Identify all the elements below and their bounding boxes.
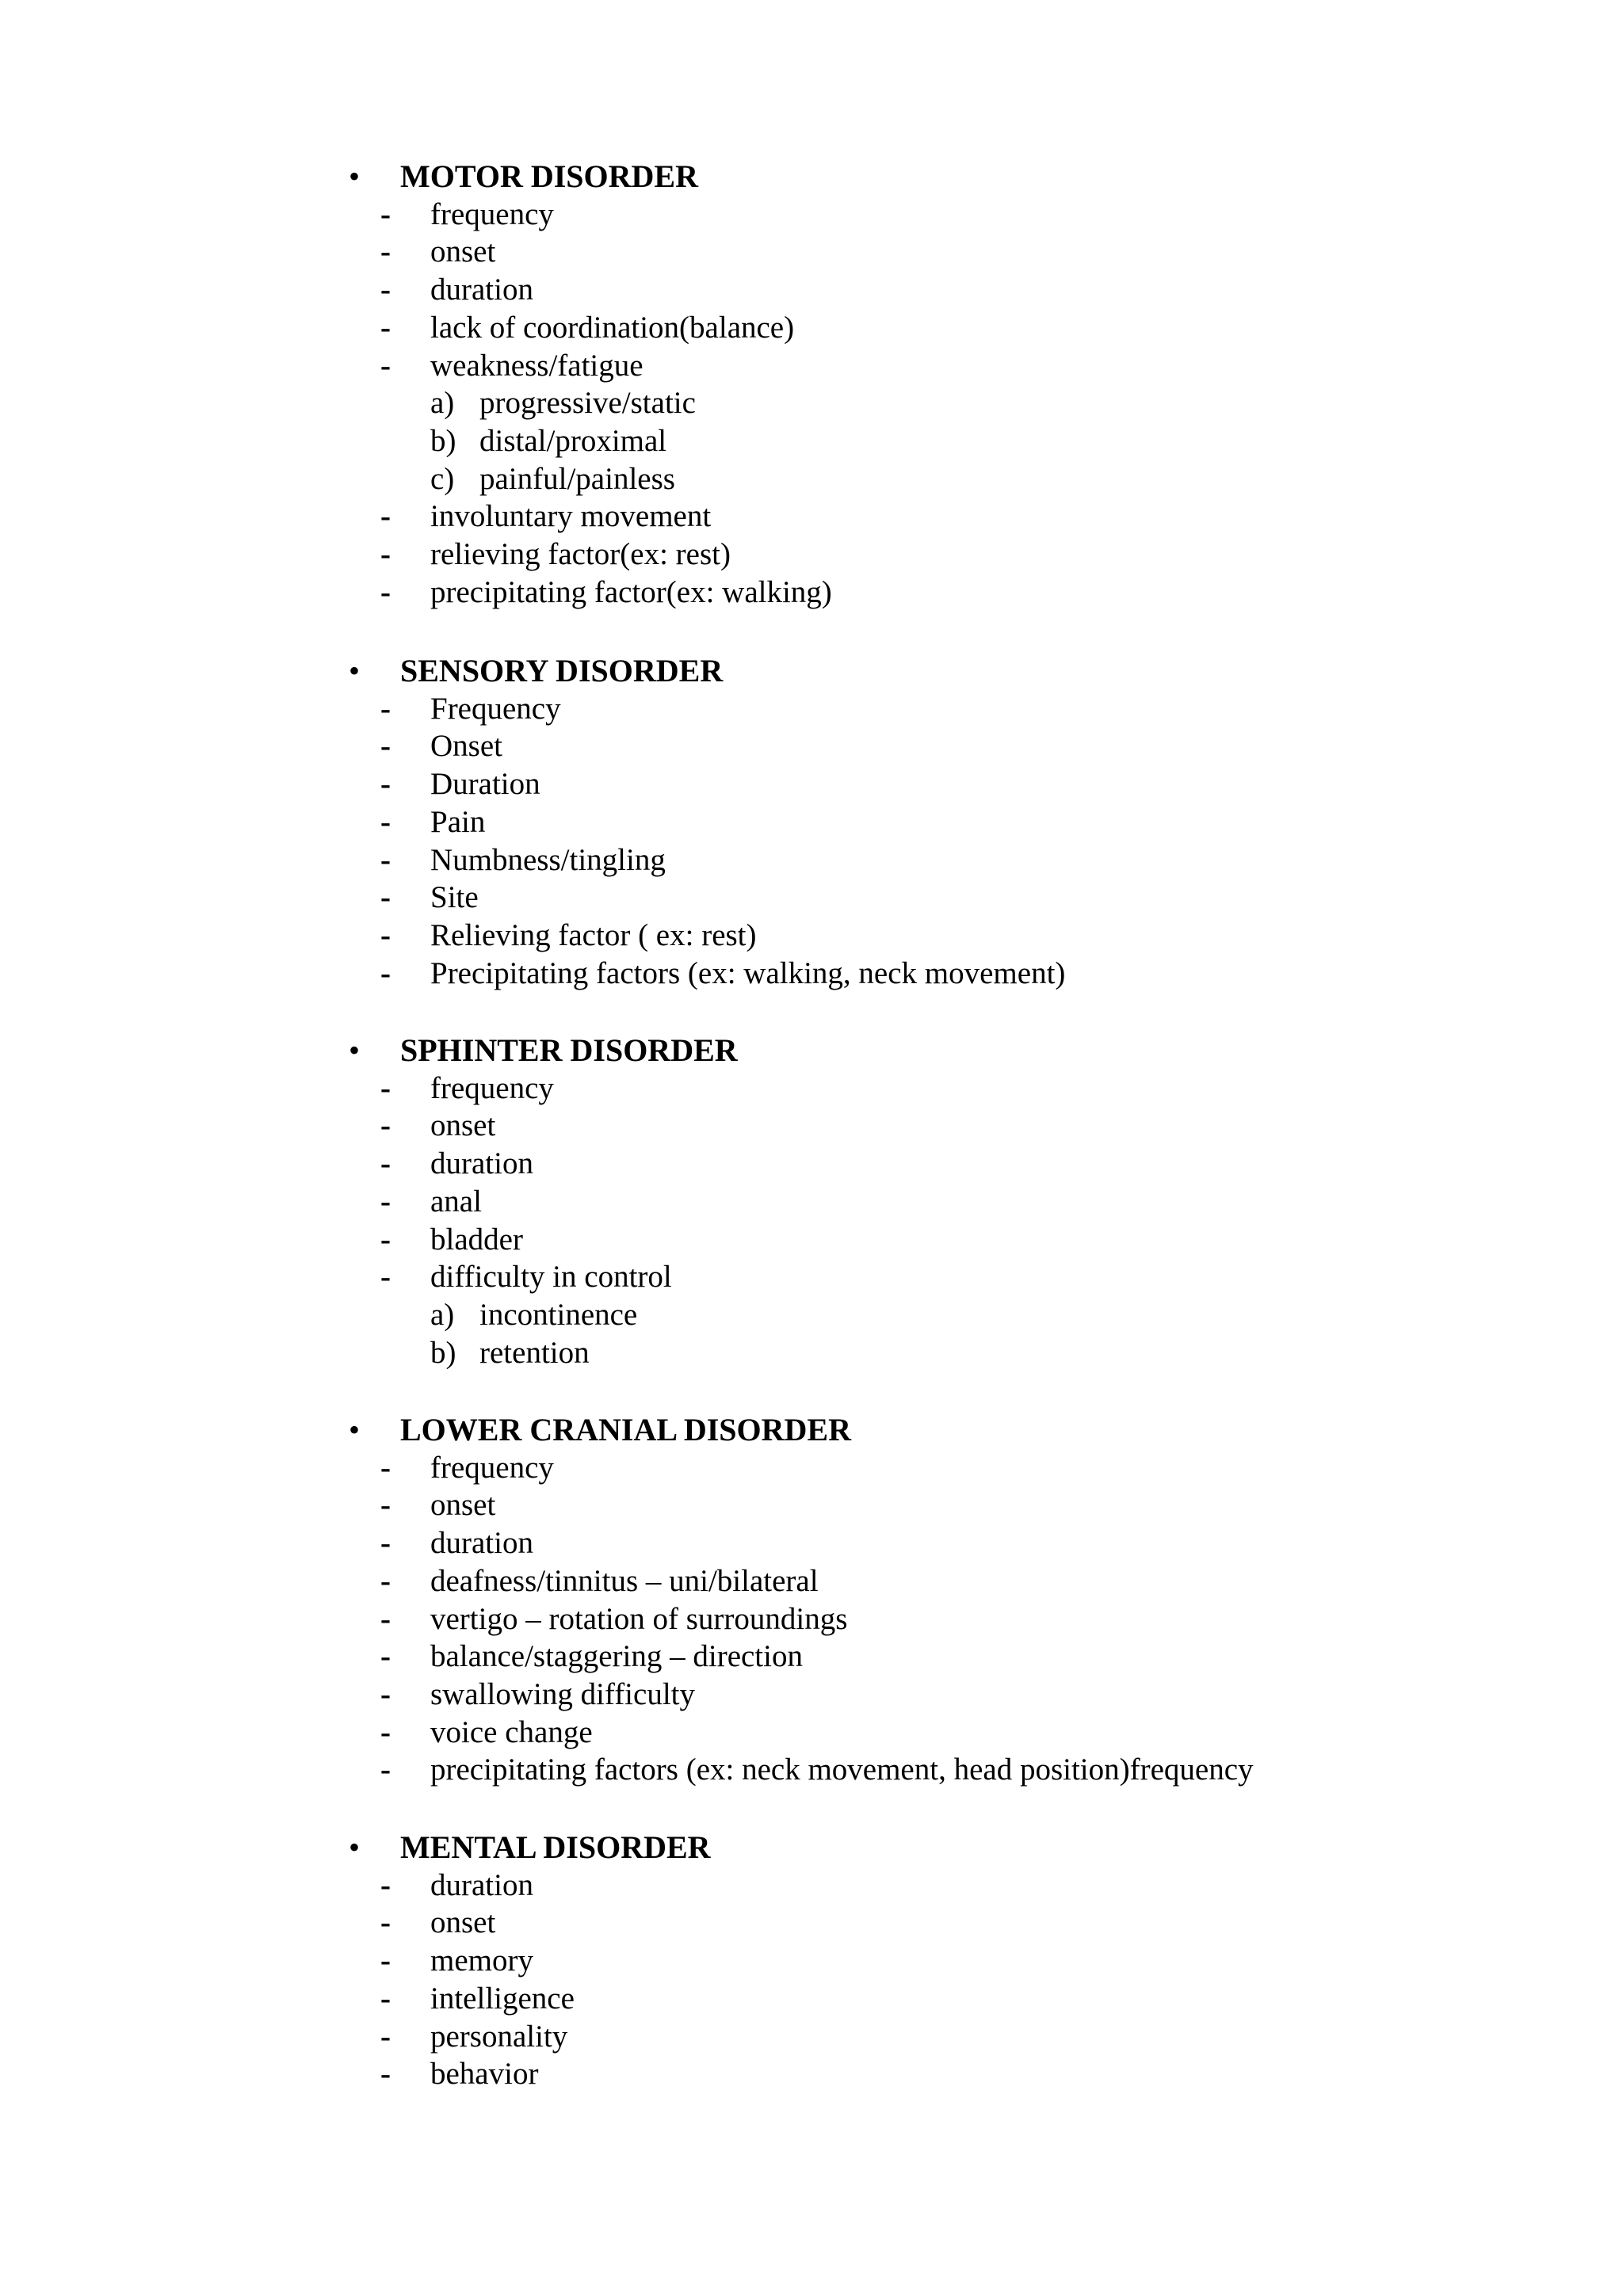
section-title: MENTAL DISORDER bbox=[400, 1829, 711, 1865]
dash-marker: - bbox=[380, 273, 391, 307]
dash-marker: - bbox=[380, 767, 391, 802]
dash-marker: - bbox=[380, 1146, 391, 1181]
list-item-text: Pain bbox=[430, 804, 486, 839]
dash-marker: - bbox=[380, 574, 391, 609]
section-title: MOTOR DISORDER bbox=[400, 158, 698, 194]
list-item-text: deafness/tinnitus – uni/bilateral bbox=[430, 1563, 819, 1598]
dash-marker: - bbox=[380, 842, 391, 877]
list-item-text: Site bbox=[430, 880, 479, 915]
list-item-text: frequency bbox=[430, 1070, 554, 1105]
sub-item-text: retention bbox=[479, 1335, 590, 1370]
dash-marker: - bbox=[380, 1450, 391, 1485]
sub-item-text: distal/proximal bbox=[479, 423, 667, 458]
dash-marker: - bbox=[380, 1867, 391, 1902]
dash-marker: - bbox=[380, 804, 391, 839]
bullet-marker: • bbox=[349, 1412, 361, 1447]
list-item-text: duration bbox=[430, 1146, 533, 1181]
section-title: SPHINTER DISORDER bbox=[400, 1032, 738, 1068]
list-item-text: intelligence bbox=[430, 1981, 575, 2016]
dash-marker: - bbox=[380, 310, 391, 345]
list-item-text: Frequency bbox=[430, 691, 561, 726]
dash-marker: - bbox=[380, 691, 391, 726]
dash-marker: - bbox=[380, 1488, 391, 1523]
bullet-marker: • bbox=[349, 653, 361, 688]
list-item-text: personality bbox=[430, 2019, 568, 2054]
dash-marker: - bbox=[380, 1981, 391, 2016]
sub-item-marker: b) bbox=[430, 423, 456, 458]
list-item-text: balance/staggering – direction bbox=[430, 1639, 803, 1674]
sub-item-marker: a) bbox=[430, 386, 455, 421]
list-item-text: Numbness/tingling bbox=[430, 842, 666, 877]
bullet-marker: • bbox=[349, 1829, 361, 1865]
sub-item-text: progressive/static bbox=[479, 386, 696, 421]
sub-item-marker: b) bbox=[430, 1335, 456, 1370]
list-item-text: weakness/fatigue bbox=[430, 348, 643, 383]
dash-marker: - bbox=[380, 2057, 391, 2092]
list-item-text: duration bbox=[430, 1526, 533, 1561]
dash-marker: - bbox=[380, 729, 391, 764]
dash-marker: - bbox=[380, 537, 391, 571]
sub-item-text: incontinence bbox=[479, 1297, 638, 1332]
bullet-marker: • bbox=[349, 158, 361, 194]
dash-marker: - bbox=[380, 1108, 391, 1143]
list-item-text: frequency bbox=[430, 196, 554, 231]
list-item-text: Precipitating factors (ex: walking, neck movement) bbox=[430, 955, 1066, 990]
dash-marker: - bbox=[380, 1676, 391, 1711]
dash-marker: - bbox=[380, 1753, 391, 1787]
list-item-text: Duration bbox=[430, 767, 540, 802]
list-item-text: onset bbox=[430, 1108, 496, 1143]
list-item-text: involuntary movement bbox=[430, 499, 712, 534]
list-item-text: Relieving factor ( ex: rest) bbox=[430, 917, 757, 952]
list-item-text: precipitating factor(ex: walking) bbox=[430, 574, 832, 609]
section-title: SENSORY DISORDER bbox=[400, 653, 724, 688]
list-item-text: behavior bbox=[430, 2057, 539, 2092]
list-item-text: onset bbox=[430, 235, 496, 269]
list-item-text: precipitating factors (ex: neck movement, head position)frequency bbox=[430, 1753, 1254, 1787]
dash-marker: - bbox=[380, 917, 391, 952]
dash-marker: - bbox=[380, 235, 391, 269]
sub-item-marker: c) bbox=[430, 461, 455, 496]
dash-marker: - bbox=[380, 1184, 391, 1219]
dash-marker: - bbox=[380, 1526, 391, 1561]
list-item-text: swallowing difficulty bbox=[430, 1676, 695, 1711]
dash-marker: - bbox=[380, 2019, 391, 2054]
dash-marker: - bbox=[380, 1943, 391, 1978]
list-item-text: onset bbox=[430, 1905, 496, 1940]
dash-marker: - bbox=[380, 1260, 391, 1295]
section-title: LOWER CRANIAL DISORDER bbox=[400, 1412, 851, 1447]
sub-item-text: painful/painless bbox=[479, 461, 675, 496]
dash-marker: - bbox=[380, 1070, 391, 1105]
list-item-text: voice change bbox=[430, 1714, 593, 1749]
list-item-text: relieving factor(ex: rest) bbox=[430, 537, 731, 571]
dash-marker: - bbox=[380, 1601, 391, 1636]
list-item-text: duration bbox=[430, 1867, 533, 1902]
dash-marker: - bbox=[380, 196, 391, 231]
sub-item-marker: a) bbox=[430, 1297, 455, 1332]
list-item-text: frequency bbox=[430, 1450, 554, 1485]
bullet-marker: • bbox=[349, 1032, 361, 1068]
list-item-text: vertigo – rotation of surroundings bbox=[430, 1601, 848, 1636]
dash-marker: - bbox=[380, 880, 391, 915]
dash-marker: - bbox=[380, 1714, 391, 1749]
list-item-text: difficulty in control bbox=[430, 1260, 672, 1295]
dash-marker: - bbox=[380, 955, 391, 990]
dash-marker: - bbox=[380, 348, 391, 383]
dash-marker: - bbox=[380, 1222, 391, 1257]
list-item-text: Onset bbox=[430, 729, 502, 764]
list-item-text: duration bbox=[430, 273, 533, 307]
list-item-text: anal bbox=[430, 1184, 482, 1219]
dash-marker: - bbox=[380, 1905, 391, 1940]
dash-marker: - bbox=[380, 499, 391, 534]
list-item-text: lack of coordination(balance) bbox=[430, 310, 795, 345]
dash-marker: - bbox=[380, 1639, 391, 1674]
list-item-text: memory bbox=[430, 1943, 533, 1978]
list-item-text: onset bbox=[430, 1488, 496, 1523]
list-item-text: bladder bbox=[430, 1222, 523, 1257]
dash-marker: - bbox=[380, 1563, 391, 1598]
